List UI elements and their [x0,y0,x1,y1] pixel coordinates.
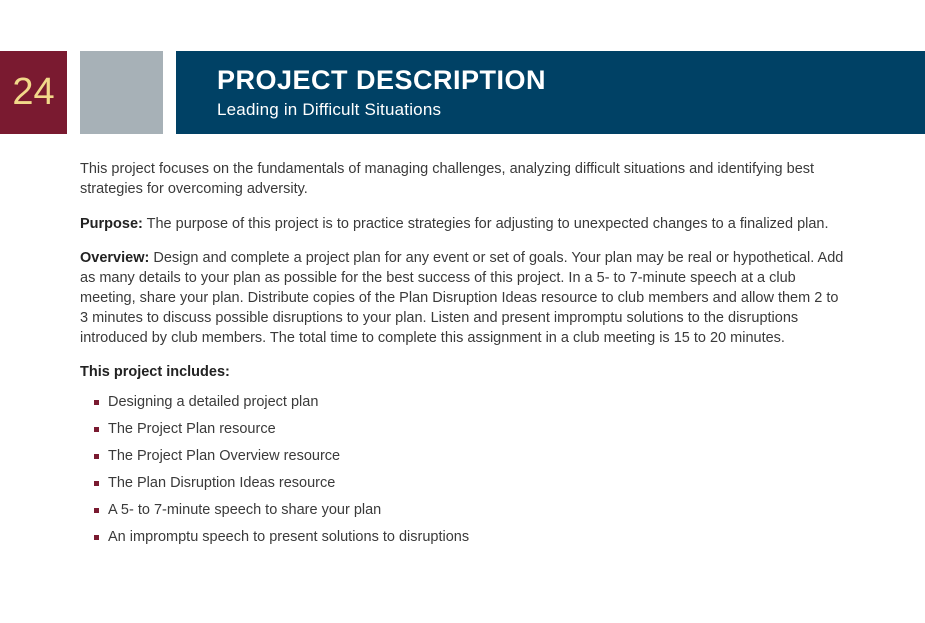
overview-text: Design and complete a project plan for any event or set of goals. Your plan may be real or hypothetical. Add as many details to your plan as possible for the best success of this project. In a 5- to 7-minute speech at a club meeting, share your plan. Distribute copies of the Plan Disruption Ideas resource to club members and allow them 2 to 3 minutes to discuss possible disruptions to your plan. Listen and present impromptu solutions to the disruptions introduced by club members. The total time to complete this assignment in a club meeting is 15 to 20 minutes. [80,250,844,346]
bullet-icon [94,400,99,405]
list-item-text: An impromptu speech to present solutions to disruptions [108,529,470,546]
includes-heading: This project includes: [80,364,230,381]
header-banner [176,51,925,134]
list-item [94,389,850,416]
purpose-label: Purpose: [80,215,143,232]
bullet-icon [94,481,99,486]
bullet-icon [94,508,99,513]
list-item-text: Designing a detailed project plan [108,394,319,411]
list-item-text: The Project Plan Overview resource [108,448,341,465]
bullet-icon [94,454,99,459]
includes-list [80,389,850,551]
list-item-text: A 5- to 7-minute speech to share your plan [108,502,382,519]
purpose-text: The purpose of this project is to practice strategies for adjusting to unexpected changes to a finalized plan. [142,215,829,232]
list-item [94,524,850,551]
overview-paragraph [80,249,850,348]
page-number: 24 [0,51,67,134]
list-item [94,497,850,524]
list-item-text: The Project Plan resource [108,421,276,438]
decorative-gray-block [80,51,163,134]
header-subtitle: Leading in Difficult Situations [217,100,442,119]
bullet-icon [94,427,99,432]
bullet-icon [94,535,99,540]
header-title: PROJECT DESCRIPTION [217,65,547,95]
list-item [94,470,850,497]
content-body [80,160,850,551]
overview-label: Overview: [80,250,150,267]
list-item-text: The Plan Disruption Ideas resource [108,475,336,492]
list-item [94,416,850,443]
list-item [94,443,850,470]
intro-paragraph: This project focuses on the fundamentals of managing challenges, analyzing difficult situations and identifying best strategies for overcoming adversity. [80,161,815,197]
purpose-paragraph [80,215,850,235]
